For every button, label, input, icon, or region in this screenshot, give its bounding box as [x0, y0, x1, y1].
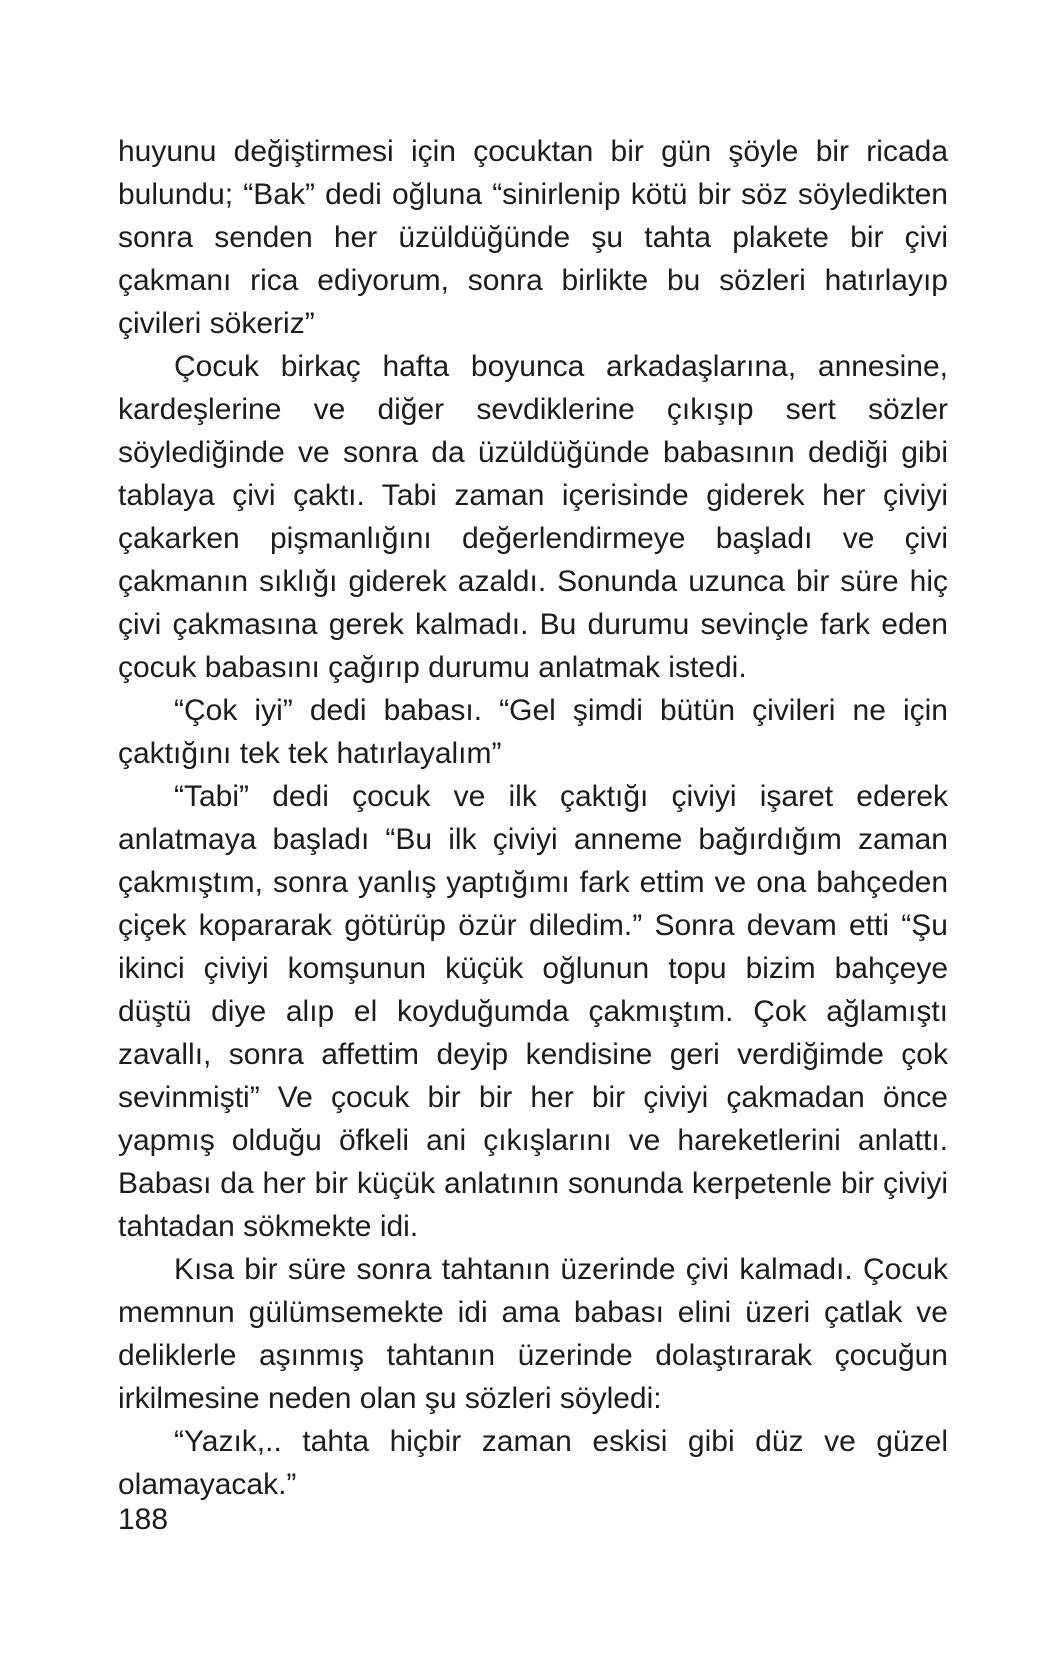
body-text — [118, 130, 948, 1506]
paragraph-6: “Yazık,.. tahta hiçbir zaman eskisi gibi düz ve güzel olamayacak.” — [118, 1425, 948, 1501]
page-number: 188 — [118, 1503, 169, 1536]
paragraph-5: Kısa bir süre sonra tahtanın üzerinde çivi kalmadı. Çocuk memnun gülümsemekte idi ama babası elini üzeri çatlak ve deliklerle aşınmış tahtanın üzerinde dolaştırarak çocuğun irkilmesine neden olan şu sözleri söyledi: — [118, 1253, 948, 1415]
paragraph-3: “Çok iyi” dedi babası. “Gel şimdi bütün çivileri ne için çaktığını tek tek hatırlayalım” — [118, 694, 948, 770]
paragraph-2: Çocuk birkaç hafta boyunca arkadaşlarına, annesine, kardeşlerine ve diğer sevdiklerine çıkışıp sert sözler söylediğinde ve sonra da üzüldüğünde babasının dediği gibi tablaya çivi çaktı. Tabi zaman içerisinde giderek her çiviyi çakarken pişmanlığını değerlendirmeye başladı ve çivi çakmanın sıklığı giderek azaldı. Sonunda uzunca bir süre hiç çivi çakmasına gerek kalmadı. Bu durumu sevinçle fark eden çocuk babasını çağırıp durumu anlatmak istedi. — [118, 350, 948, 684]
paragraph-4: “Tabi” dedi çocuk ve ilk çaktığı çiviyi işaret ederek anlatmaya başladı “Bu ilk çiviyi anneme bağırdığım zaman çakmıştım, sonra yanlış yaptığımı fark ettim ve ona bahçeden çiçek kopararak götürüp özür diledim.” Sonra devam etti “Şu ikinci çiviyi komşunun küçük oğlunun topu bizim bahçeye düştü diye alıp el koyduğumda çakmıştım. Çok ağlamıştı zavallı, sonra affettim deyip kendisine geri verdiğimde çok sevinmişti” Ve çocuk bir bir her bir çiviyi çakmadan önce yapmış olduğu öfkeli ani çıkışlarını ve hareketlerini anlattı. Babası da her bir küçük anlatının sonunda kerpetenle bir çiviyi tahtadan sökmekte idi. — [118, 780, 948, 1243]
paragraph-1: huyunu değiştirmesi için çocuktan bir gün şöyle bir ricada bulundu; “Bak” dedi oğluna “sinirlenip kötü bir söz söyledikten sonra senden her üzüldüğünde şu tahta plakete bir çivi çakmanı rica ediyorum, sonra birlikte bu sözleri hatırlayıp çivileri sökeriz” — [118, 135, 948, 340]
